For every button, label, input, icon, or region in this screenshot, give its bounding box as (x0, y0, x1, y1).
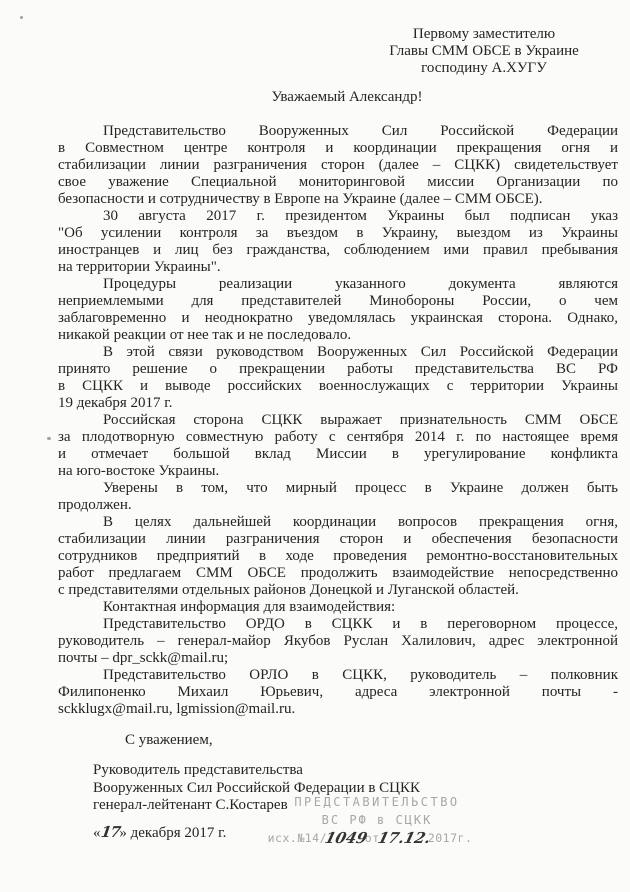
paragraph (58, 412, 618, 480)
paragraph-line: в Совместном центре контроля и координации прекращения огня и (58, 140, 618, 156)
handwritten-outgoing-number: 1049 (322, 829, 370, 847)
paragraph-line: и отмечает большой вклад Миссии в урегулирование конфликта (58, 446, 618, 462)
paragraph-line: Филипоненко Михаил Юрьевич, адреса электронной почты - (58, 684, 618, 700)
stamp-number-prefix: исх.№14/ (267, 831, 328, 845)
paragraph-line: заблаговременно и неоднократно уведомлялась украинская сторона. Однако, (58, 310, 618, 326)
paragraph-line: стабилизации линии разграничения сторон и обеспечения безопасности (58, 531, 618, 547)
recipient-block (378, 26, 590, 77)
paragraph-line: стабилизации линии разграничения сторон (далее – СЦКК) свидетельствует (58, 157, 618, 173)
paragraph (58, 480, 618, 514)
handwritten-day: 17 (99, 822, 121, 841)
recipient-line: Первому заместителю (412, 26, 556, 42)
paragraph (58, 599, 618, 616)
paragraph (58, 616, 618, 667)
paragraph-line: за плодотворную совместную работу с сентября 2014 г. по настоящее время (58, 429, 618, 445)
paragraph-line: В этой связи руководством Вооруженных Сил Российской Федерации (103, 344, 618, 360)
paragraph (58, 208, 618, 276)
paragraph-line: свое уважение Специальной мониторинговой миссии Организации по (58, 174, 618, 190)
signature-line: генерал-лейтенант С.Костарев (93, 797, 288, 813)
paragraph-line: "Об усилении контроля за въездом в Украину, выездом из Украины (58, 225, 618, 241)
paragraph-line: почты – dpr_sckk@mail.ru; (58, 650, 229, 666)
quote-close: » (119, 824, 127, 841)
paragraph (58, 667, 618, 718)
paragraph-line: на юго-востоке Украины. (58, 463, 220, 479)
date-line (93, 824, 618, 842)
scan-speck (47, 437, 51, 440)
date-text: декабря 2017 г. (126, 824, 227, 841)
paragraph-line: сотрудников предприятий в ходе проведения ремонтно-восстановительных (58, 548, 618, 564)
paragraph (58, 123, 618, 208)
stamp-ot: от (364, 831, 380, 845)
handwritten-outgoing-date: 17.12. (375, 829, 433, 847)
stamp-year: 2017г. (427, 831, 473, 845)
paragraph-line: Представительство ОРДО в СЦКК и в переговорном процессе, (103, 616, 618, 632)
paragraph (58, 344, 618, 412)
paragraph-line: Представительство ОРЛО в СЦКК, руководитель – полковник (103, 667, 618, 683)
paragraph-line: принято решение о прекращении работы представительства ВС РФ (58, 361, 618, 377)
stamp-org-line: ПРЕДСТАВИТЕЛЬСТВО (294, 795, 460, 809)
paragraph-line: на территории Украины". (58, 259, 221, 275)
paragraph-line: В целях дальнейшей координации вопросов прекращения огня, (103, 514, 618, 530)
paragraph-line: 19 декабря 2017 г. (58, 395, 173, 411)
quote-open: « (93, 824, 101, 841)
letter-body (58, 123, 618, 718)
recipient-line: Главы СММ ОБСЕ в Украине (389, 43, 579, 59)
paragraph (58, 276, 618, 344)
paragraph-line: sckklugx@mail.ru, lgmission@mail.ru. (58, 701, 296, 717)
paragraph-line: Российская сторона СЦКК выражает признательность СММ ОБСЕ (103, 412, 618, 428)
scan-speck (20, 16, 23, 19)
paragraph-line: Процедуры реализации указанного документа являются (103, 276, 618, 292)
paragraph (58, 514, 618, 599)
paragraph-line: никакой реакции от нее так и не последовало. (58, 327, 352, 343)
paragraph-line: руководитель – генерал-майор Якубов Руслан Халилович, адрес электронной (58, 633, 618, 649)
paragraph-line: продолжен. (58, 497, 132, 513)
paragraph-line: неприемлемыми для представителей Минобороны России, о чем (58, 293, 618, 309)
paragraph-line: иностранцев и лиц без гражданства, соблюдением ими правил пребывания (58, 242, 618, 258)
paragraph-line: Представительство Вооруженных Сил Российской Федерации (103, 123, 618, 139)
signature-block (93, 762, 618, 815)
paragraph-line: Уверены в том, что мирный процесс в Украине должен быть (103, 480, 618, 496)
recipient-line: господину А.ХУГУ (421, 60, 547, 76)
salutation: Уважаемый Александр! (271, 89, 423, 105)
paragraph-line: с представителями отдельных районов Донецкой и Луганской областей. (58, 582, 519, 598)
paragraph-line: 30 августа 2017 г. президентом Украины был подписан указ (103, 208, 618, 224)
paragraph-line: Контактная информация для взаимодействия: (103, 599, 396, 615)
closing: С уважением, (125, 732, 213, 748)
signature-line: Руководитель представительства (93, 762, 303, 778)
paragraph-line: безопасности и сотрудничеству в Европе на Украине (далее – СММ ОБСЕ). (58, 191, 543, 207)
paragraph-line: в СЦКК и выводе российских военнослужащих с территории Украины (58, 378, 618, 394)
paragraph-line: работ предлагаем СММ ОБСЕ продолжить взаимодействие непосредственно (58, 565, 618, 581)
stamp-org-line: ВС РФ в СЦКК (321, 812, 433, 827)
signature-line: Вооруженных Сил Российской Федерации в СЦКК (93, 779, 421, 796)
